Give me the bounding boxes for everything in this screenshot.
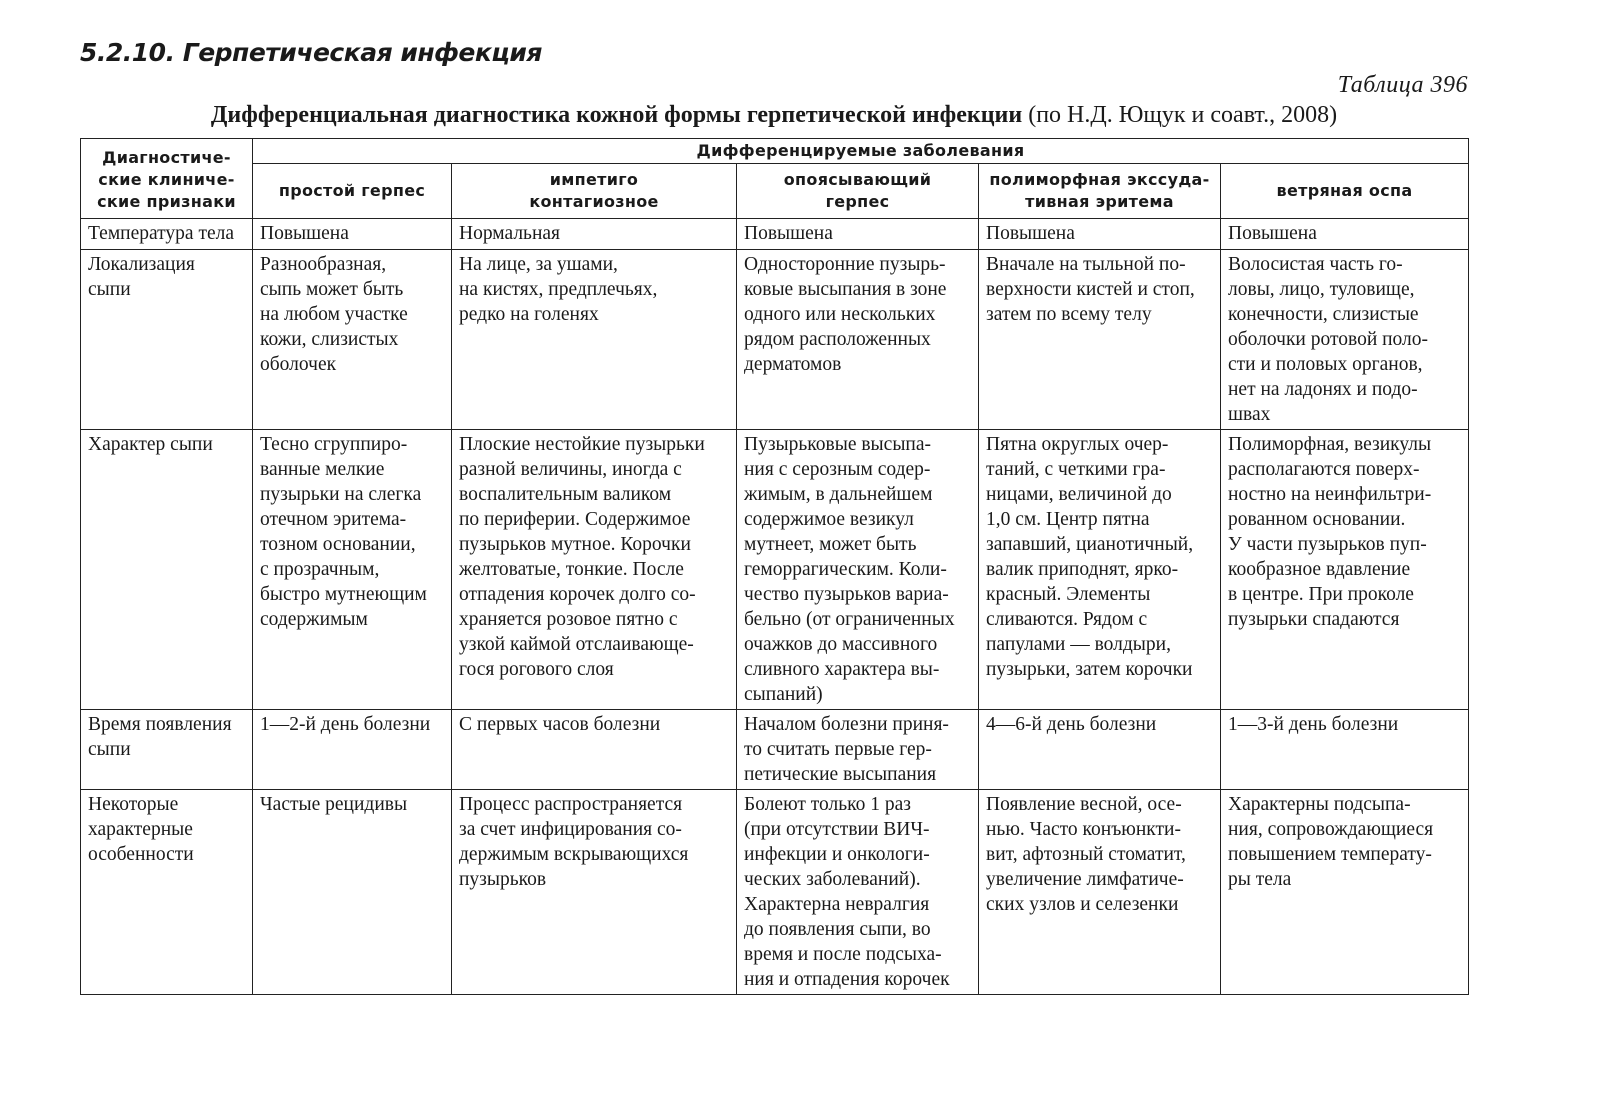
table-cell: Повышена <box>979 219 1221 250</box>
table-cell: Тесно сгруппиро- ванные мелкие пузырьки на слегка отечном эритема- тозном основании, с прозрачным, быстро мутнеющим содержимым <box>253 430 452 710</box>
table-cell: Повышена <box>253 219 452 250</box>
row-label: Локализация сыпи <box>81 250 253 430</box>
column-header-chickenpox: ветряная оспа <box>1221 164 1469 219</box>
table-row-rash-onset <box>81 710 1469 790</box>
table-cell: 1—3-й день болезни <box>1221 710 1469 790</box>
header-row-group <box>81 139 1469 164</box>
row-label: Время появления сыпи <box>81 710 253 790</box>
table-cell: Процесс распространяется за счет инфицирования со- держимым вскрывающихся пузырьков <box>452 790 737 995</box>
table-caption-main: Дифференциальная диагностика кожной формы герпетической инфекции <box>210 102 1023 128</box>
table-cell: Плоские нестойкие пузырьки разной величины, иногда с воспалительным валиком по периферии. Содержимое пузырьков мутное. Корочки желтоватые, тонкие. После отпадения корочек долго со- храняется розовое пятно с узкой каймой отслаивающе- гося рогового слоя <box>452 430 737 710</box>
table-row-rash-character <box>81 430 1469 710</box>
table-cell: Нормальная <box>452 219 737 250</box>
section-title: 5.2.10. Герпетическая инфекция <box>80 38 542 67</box>
table-row-features <box>81 790 1469 995</box>
table-cell: 1—2-й день болезни <box>253 710 452 790</box>
table-cell: Повышена <box>1221 219 1469 250</box>
table-cell: На лице, за ушами, на кистях, предплечьях, редко на голенях <box>452 250 737 430</box>
row-label: Характер сыпи <box>81 430 253 710</box>
table-cell: 4—6-й день болезни <box>979 710 1221 790</box>
table-cell: Волосистая часть го- ловы, лицо, туловище, конечности, слизистые оболочки ротовой поло- сти и половых органов, нет на ладонях и подо- швах <box>1221 250 1469 430</box>
table-cell: Вначале на тыльной по- верхности кистей и стоп, затем по всему телу <box>979 250 1221 430</box>
row-header-title: Диагностиче- ские клиниче- ские признаки <box>81 139 253 219</box>
column-header-erythema-multiforme: полиморфная экссуда- тивная эритема <box>979 164 1221 219</box>
table-number: Таблица 396 <box>1337 72 1468 98</box>
table-row-localization <box>81 250 1469 430</box>
row-label: Температура тела <box>81 219 253 250</box>
table-cell: Началом болезни приня- то считать первые гер- петические высыпания <box>737 710 979 790</box>
column-header-herpes-zoster: опоясывающий герпес <box>737 164 979 219</box>
table-cell: Односторонние пузырь- ковые высыпания в зоне одного или нескольких рядом расположенных дерматомов <box>737 250 979 430</box>
row-label: Некоторые характерные особенности <box>81 790 253 995</box>
header-row-columns <box>81 164 1469 219</box>
table-caption <box>80 102 1468 129</box>
table-cell: Болеют только 1 раз (при отсутствии ВИЧ- инфекции и онкологи- ческих заболеваний). Характерна невралгия до появления сыпи, во время и после подсыха- ния и отпадения корочек <box>737 790 979 995</box>
table-cell: Пятна округлых очер- таний, с четкими гра- ницами, величиной до 1,0 см. Центр пятна запавший, цианотичный, валик приподнят, ярко- красный. Элементы сливаются. Рядом с папулами — волдыри, пузырьки, затем корочки <box>979 430 1221 710</box>
column-header-herpes-simplex: простой герпес <box>253 164 452 219</box>
table-row-temperature <box>81 219 1469 250</box>
table-cell: Появление весной, осе- нью. Часто конъюнкти- вит, афтозный стоматит, увеличение лимфатиче- ских узлов и селезенки <box>979 790 1221 995</box>
group-header: Дифференцируемые заболевания <box>253 139 1469 164</box>
table-cell: Пузырьковые высыпа- ния с серозным содер- жимым, в дальнейшем содержимое везикул мутнеет, может быть геморрагическим. Коли- чество пузырьков вариа- бельно (от ограниченных очажков до массивного сливного характера вы- сыпаний) <box>737 430 979 710</box>
table-cell: Полиморфная, везикулы располагаются поверх- ностно на неинфильтри- рованном основании. У части пузырьков пуп- кообразное вдавление в центре. При проколе пузырьки спадаются <box>1221 430 1469 710</box>
table-cell: Разнообразная, сыпь может быть на любом участке кожи, слизистых оболочек <box>253 250 452 430</box>
table-cell: Частые рецидивы <box>253 790 452 995</box>
differential-diagnosis-table <box>80 138 1469 995</box>
table-cell: Повышена <box>737 219 979 250</box>
table-cell: С первых часов болезни <box>452 710 737 790</box>
table-caption-source: (по Н.Д. Ющук и соавт., 2008) <box>1022 102 1338 128</box>
table-cell: Характерны подсыпа- ния, сопровождающиеся повышением температу- ры тела <box>1221 790 1469 995</box>
column-header-impetigo: импетиго контагиозное <box>452 164 737 219</box>
